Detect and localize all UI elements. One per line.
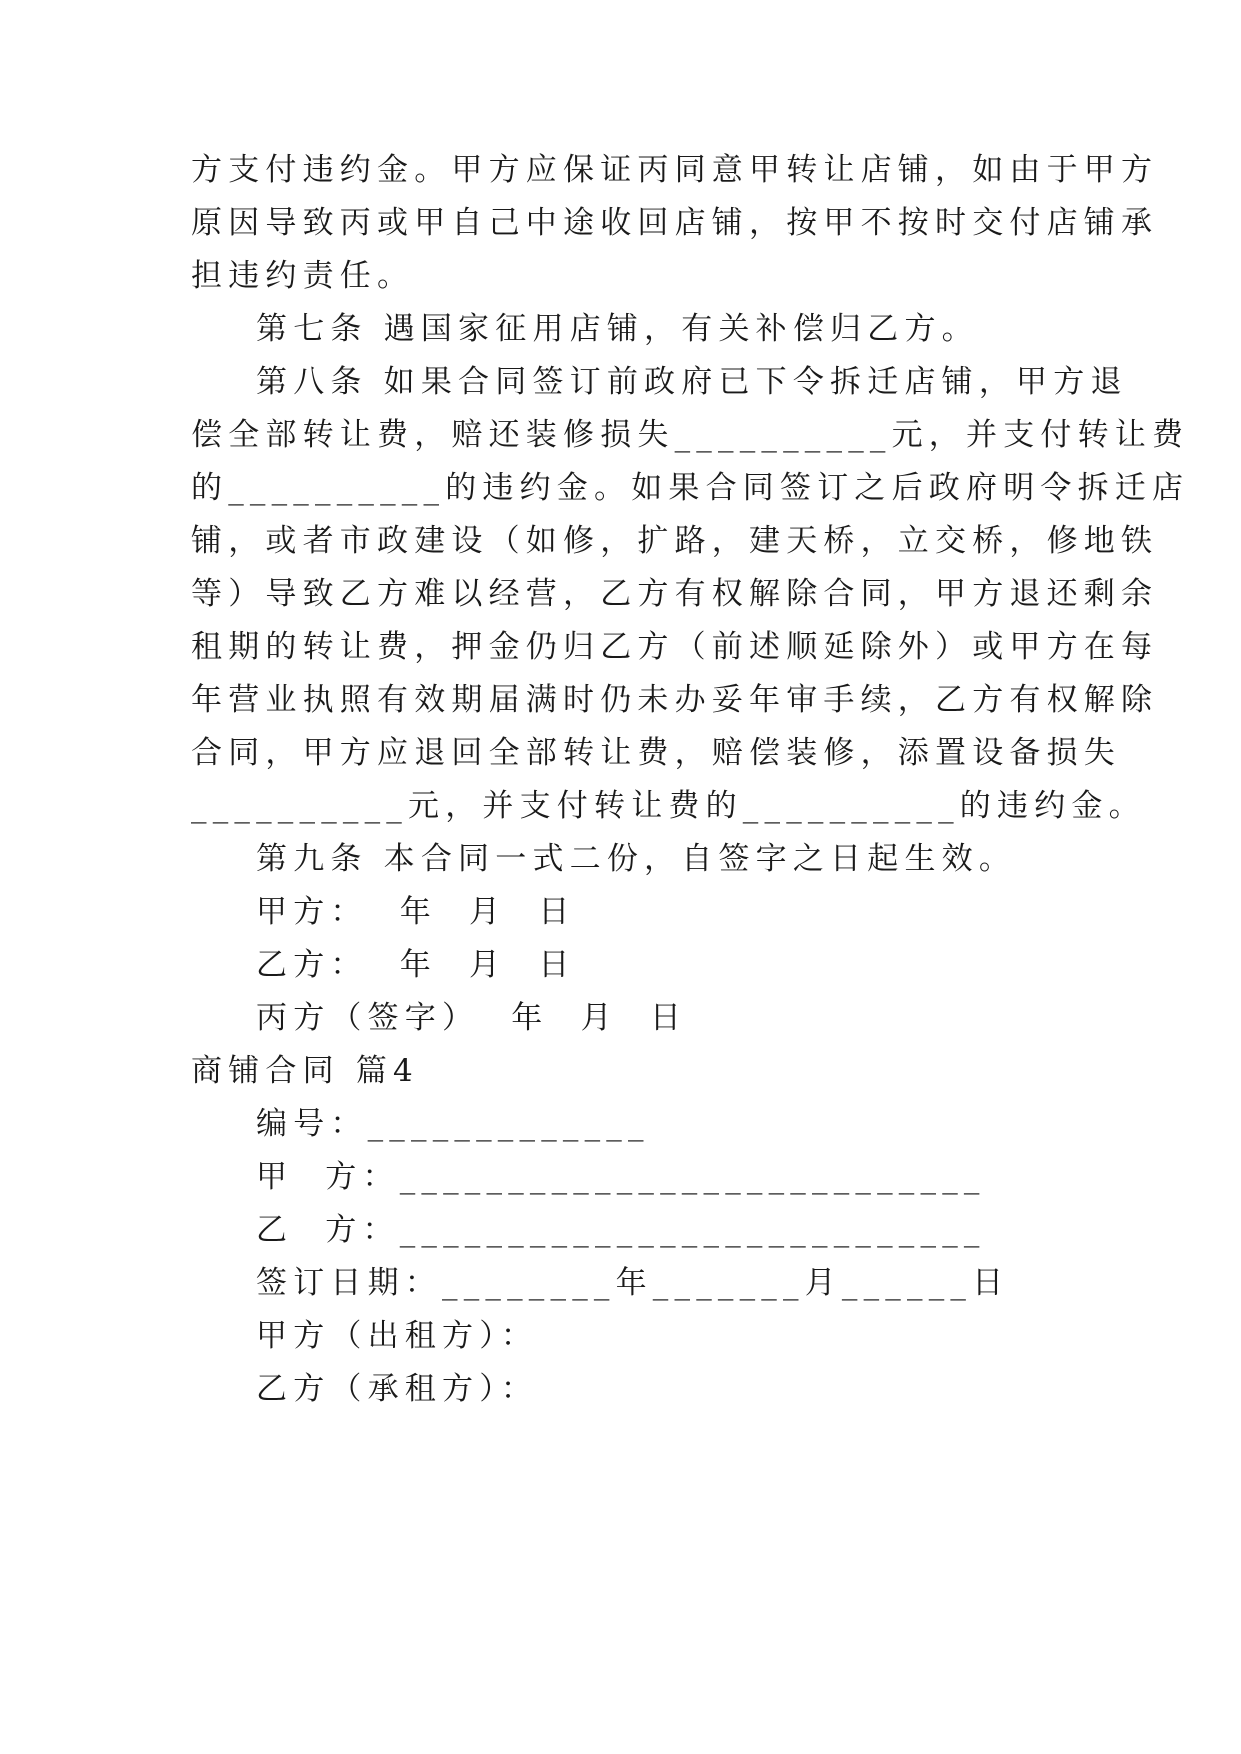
lessor-label: 甲方（出租方）： — [256, 1318, 539, 1354]
text-line: 担违约责任。 — [191, 258, 415, 294]
signature-line-party-c: 丙方（签字） 年 月 日 — [256, 1000, 688, 1036]
lessee-label: 乙方（承租方）： — [256, 1371, 539, 1407]
text-line: 的__________的违约金。如果合同签订之后政府明令拆迁店 — [191, 470, 1190, 506]
text-line: 第九条 本合同一式二份，自签字之日起生效。 — [256, 841, 1017, 877]
text-line: 合同，甲方应退回全部转让费，赔偿装修，添置设备损失 — [191, 735, 1121, 771]
contract-number-field: 编号：_____________ — [256, 1106, 650, 1142]
text-line: 第八条 如果合同签订前政府已下令拆迁店铺，甲方退 — [256, 364, 1128, 400]
signature-line-party-b: 乙方： 年 月 日 — [256, 947, 576, 983]
signing-date-field: 签订日期：________年_______月______日 — [256, 1265, 1010, 1301]
text-line: 年营业执照有效期届满时仍未办妥年审手续，乙方有权解除 — [191, 682, 1159, 718]
text-line: __________元，并支付转让费的__________的违约金。 — [191, 788, 1146, 824]
signature-line-party-a: 甲方： 年 月 日 — [256, 894, 576, 930]
text-line: 原因导致丙或甲自己中途收回店铺，按甲不按时交付店铺承 — [191, 205, 1159, 241]
section-heading: 商铺合同 篇4 — [191, 1053, 419, 1089]
text-line: 租期的转让费，押金仍归乙方（前述顺延除外）或甲方在每 — [191, 629, 1159, 665]
party-b-field: 乙 方：___________________________ — [256, 1212, 986, 1248]
party-a-field: 甲 方：___________________________ — [256, 1159, 986, 1195]
text-line: 第七条 遇国家征用店铺，有关补偿归乙方。 — [256, 311, 979, 347]
text-line: 偿全部转让费，赔还装修损失__________元，并支付转让费 — [191, 417, 1190, 453]
text-line: 铺，或者市政建设（如修，扩路，建天桥，立交桥，修地铁 — [191, 523, 1159, 559]
text-line: 方支付违约金。甲方应保证丙同意甲转让店铺，如由于甲方 — [191, 152, 1159, 188]
text-line: 等）导致乙方难以经营，乙方有权解除合同，甲方退还剩余 — [191, 576, 1159, 612]
